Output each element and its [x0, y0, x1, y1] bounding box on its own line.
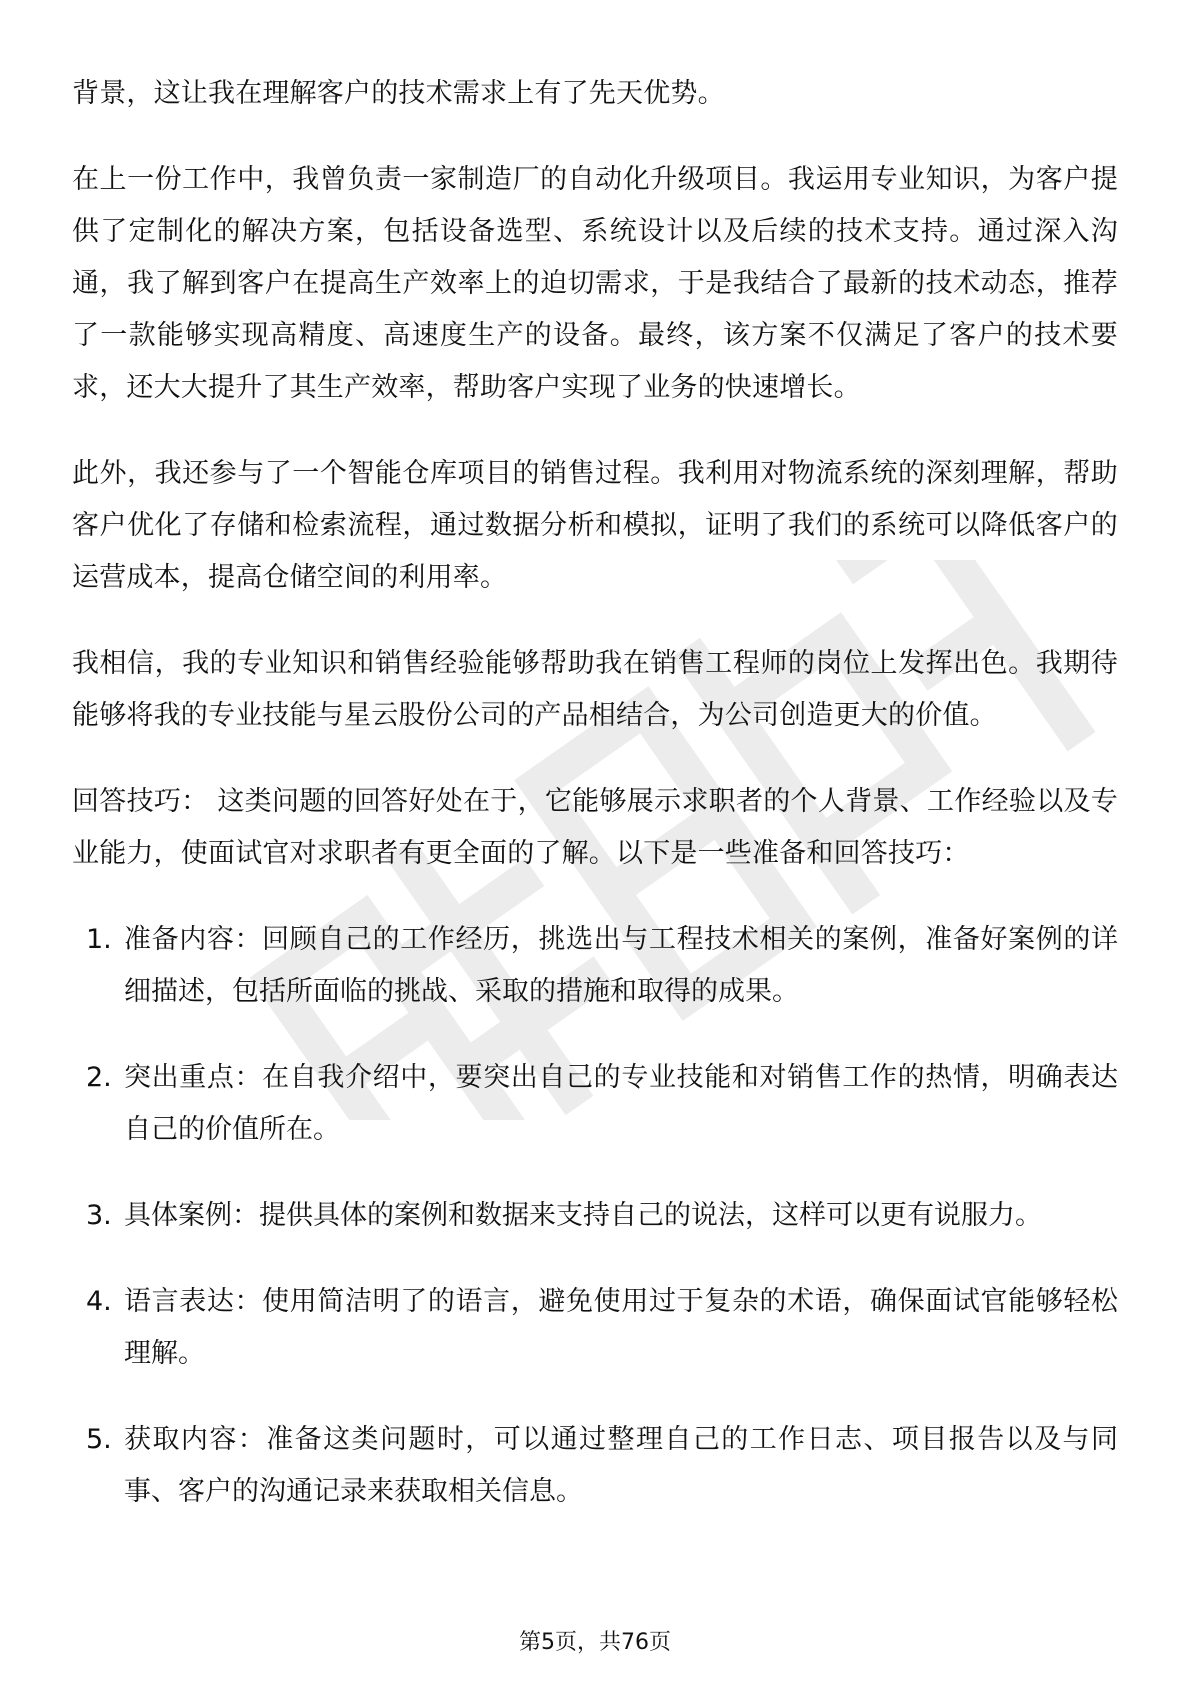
list-item-number: 1. — [86, 924, 112, 955]
list-item — [72, 914, 1118, 1018]
list-item-text: 获取内容：准备这类问题时，可以通过整理自己的工作日志、项目报告以及与同事、客户的沟通记录来获取相关信息。 — [124, 1424, 1118, 1507]
page-number-footer: 第5页，共76页 — [519, 1630, 671, 1655]
list-item-number: 2. — [86, 1062, 112, 1093]
paragraph-answer-tips-intro: 回答技巧： 这类问题的回答好处在于，它能够展示求职者的个人背景、工作经验以及专业能力，使面试官对求职者有更全面的了解。以下是一些准备和回答技巧： — [72, 786, 1118, 869]
document-body — [72, 68, 1118, 1552]
paragraph-warehouse-project: 此外，我还参与了一个智能仓库项目的销售过程。我利用对物流系统的深刻理解，帮助客户优化了存储和检索流程，通过数据分析和模拟，证明了我们的系统可以降低客户的运营成本，提高仓储空间的利用率。 — [72, 458, 1118, 593]
list-item-text: 语言表达：使用简洁明了的语言，避免使用过于复杂的术语，确保面试官能够轻松理解。 — [124, 1286, 1118, 1369]
paragraph-conclusion: 我相信，我的专业知识和销售经验能够帮助我在销售工程师的岗位上发挥出色。我期待能够将我的专业技能与星云股份公司的产品相结合，为公司创造更大的价值。 — [72, 648, 1118, 731]
list-item-number: 3. — [86, 1200, 112, 1231]
paragraph-background: 背景，这让我在理解客户的技术需求上有了先天优势。 — [72, 78, 725, 109]
list-item-text: 突出重点：在自我介绍中，要突出自己的专业技能和对销售工作的热情，明确表达自己的价值所在。 — [124, 1062, 1118, 1145]
tips-list — [72, 914, 1118, 1518]
list-item-text: 具体案例：提供具体的案例和数据来支持自己的说法，这样可以更有说服力。 — [124, 1200, 1042, 1231]
list-item-text: 准备内容：回顾自己的工作经历，挑选出与工程技术相关的案例，准备好案例的详细描述，包括所面临的挑战、采取的措施和取得的成果。 — [124, 924, 1118, 1007]
list-item — [72, 1190, 1118, 1242]
paragraph-automation-project: 在上一份工作中，我曾负责一家制造厂的自动化升级项目。我运用专业知识，为客户提供了定制化的解决方案，包括设备选型、系统设计以及后续的技术支持。通过深入沟通，我了解到客户在提高生产效率上的迫切需求，于是我结合了最新的技术动态，推荐了一款能够实现高精度、高速度生产的设备。最终，该方案不仅满足了客户的技术要求，还大大提升了其生产效率，帮助客户实现了业务的快速增长。 — [72, 164, 1118, 403]
list-item — [72, 1052, 1118, 1156]
list-item — [72, 1276, 1118, 1380]
list-item-number: 5. — [86, 1424, 112, 1455]
list-item — [72, 1414, 1118, 1518]
list-item-number: 4. — [86, 1286, 112, 1317]
